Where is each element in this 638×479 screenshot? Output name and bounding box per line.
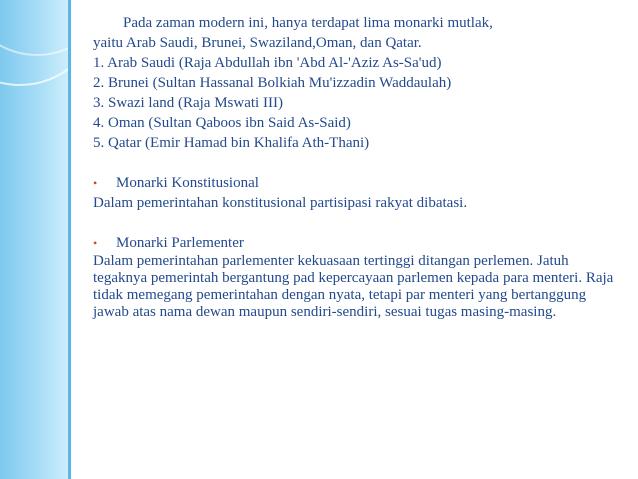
section-heading-label: Monarki Konstitusional — [116, 175, 259, 191]
bullet-icon: • — [93, 236, 98, 250]
intro-line: yaitu Arab Saudi, Brunei, Swaziland,Oman, dan Qatar. — [93, 35, 422, 51]
bullet-icon: • — [93, 176, 98, 190]
monarch-list-item: 2. Brunei (Sultan Hassanal Bolkiah Mu'izzadin Waddaulah) — [93, 75, 452, 91]
spacer — [93, 213, 623, 233]
intro-line: Pada zaman modern ini, hanya terdapat lima monarki mutlak, — [123, 15, 493, 31]
monarch-list-item: 3. Swazi land (Raja Mswati III) — [93, 95, 283, 111]
spacer — [93, 153, 623, 173]
section-text: Dalam pemerintahan parlementer kekuasaan tertinggi ditangan perlemen. Jatuh tegaknya pemerintah bergantung pad kepercayaan parlemen kepada para menteri. Raja tidak memegang pemerintahan dengan nyata, tetapi par menteri yang bertanggung jawab atas nama dewan maupun sendiri-sendiri, sesuai tugas masing-masing. — [93, 253, 614, 320]
side-band-edge — [68, 0, 71, 479]
slide-content — [93, 13, 623, 321]
section-heading — [93, 173, 623, 193]
section-heading — [93, 233, 623, 253]
monarch-list-item: 1. Arab Saudi (Raja Abdullah ibn 'Abd Al-'Aziz As-Sa'ud) — [93, 55, 442, 71]
monarch-list-item: 4. Oman (Sultan Qaboos ibn Said As-Said) — [93, 115, 351, 131]
decorative-side-band — [0, 0, 68, 479]
monarch-list-item: 5. Qatar (Emir Hamad bin Khalifa Ath-Thani) — [93, 135, 370, 151]
section-heading-label: Monarki Parlementer — [116, 235, 244, 251]
section-text: Dalam pemerintahan konstitusional partisipasi rakyat dibatasi. — [93, 195, 468, 211]
